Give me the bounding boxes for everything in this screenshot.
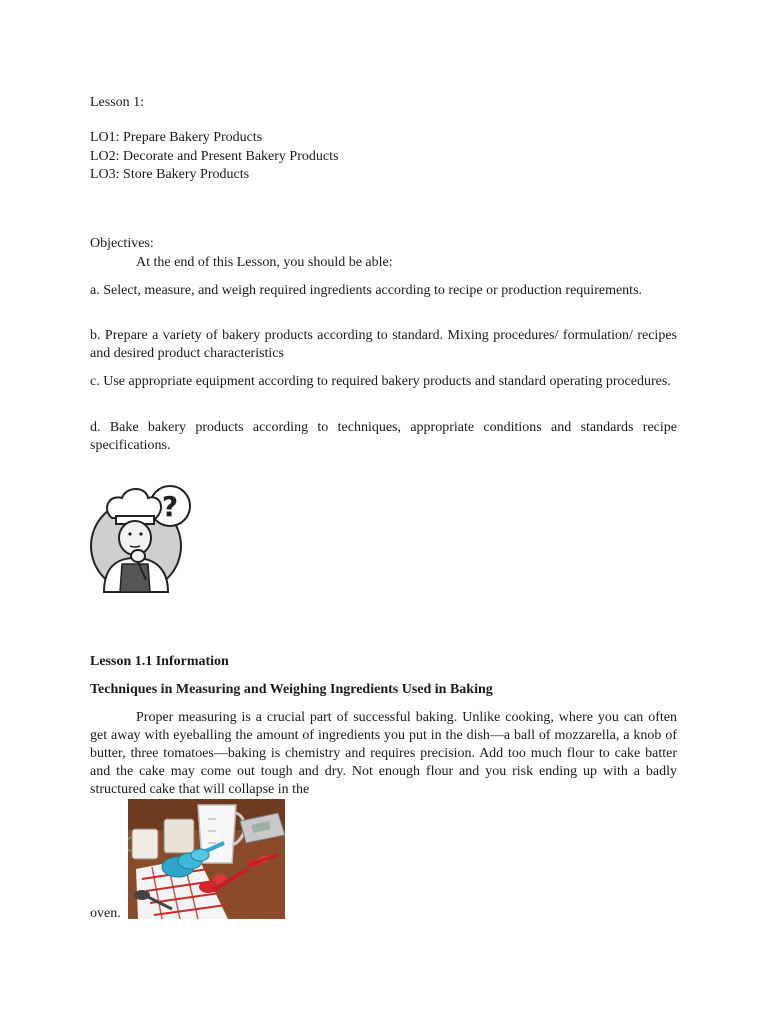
body-paragraph: Proper measuring is a crucial part of successful baking. Unlike cooking, where you can often get away with eyeballing the amount of ingredients you put in the dish—a ball of mozzarella, a knob of butter, three tomatoes—baking is chemistry and requires precision. Add too much flour to cake batter and the cake may come out tough and dry. Not enough flour and you risk ending up with a badly structured cake that will collapse in the	[90, 710, 677, 797]
objectives-intro: At the end of this Lesson, you should be able:	[136, 255, 393, 270]
objective-item-a: a. Select, measure, and weigh required ingredients according to recipe or production requirements.	[90, 283, 643, 298]
chef-thinking-illustration	[90, 480, 194, 594]
learning-outcome-3: LO3: Store Bakery Products	[90, 167, 250, 182]
lesson-heading: Lesson 1:	[90, 95, 145, 110]
objective-item-d: d. Bake bakery products according to techniques, appropriate conditions and standards recipe specifications.	[90, 420, 677, 453]
objective-item-b: b. Prepare a variety of bakery products according to standard. Mixing procedures/ formulation/ recipes and desired product characteristics	[90, 328, 677, 361]
section-title: Lesson 1.1 Information	[90, 654, 229, 669]
objectives-heading: Objectives:	[90, 236, 154, 251]
objective-item-c: c. Use appropriate equipment according to required bakery products and standard operating procedures.	[90, 374, 671, 389]
learning-outcome-2: LO2: Decorate and Present Bakery Products	[90, 149, 339, 164]
trailing-word: oven.	[90, 906, 121, 921]
measuring-tools-photo	[128, 799, 285, 919]
learning-outcome-1: LO1: Prepare Bakery Products	[90, 130, 263, 145]
svg-text:?: ?	[161, 490, 179, 523]
section-subtitle: Techniques in Measuring and Weighing Ingredients Used in Baking	[90, 682, 493, 697]
